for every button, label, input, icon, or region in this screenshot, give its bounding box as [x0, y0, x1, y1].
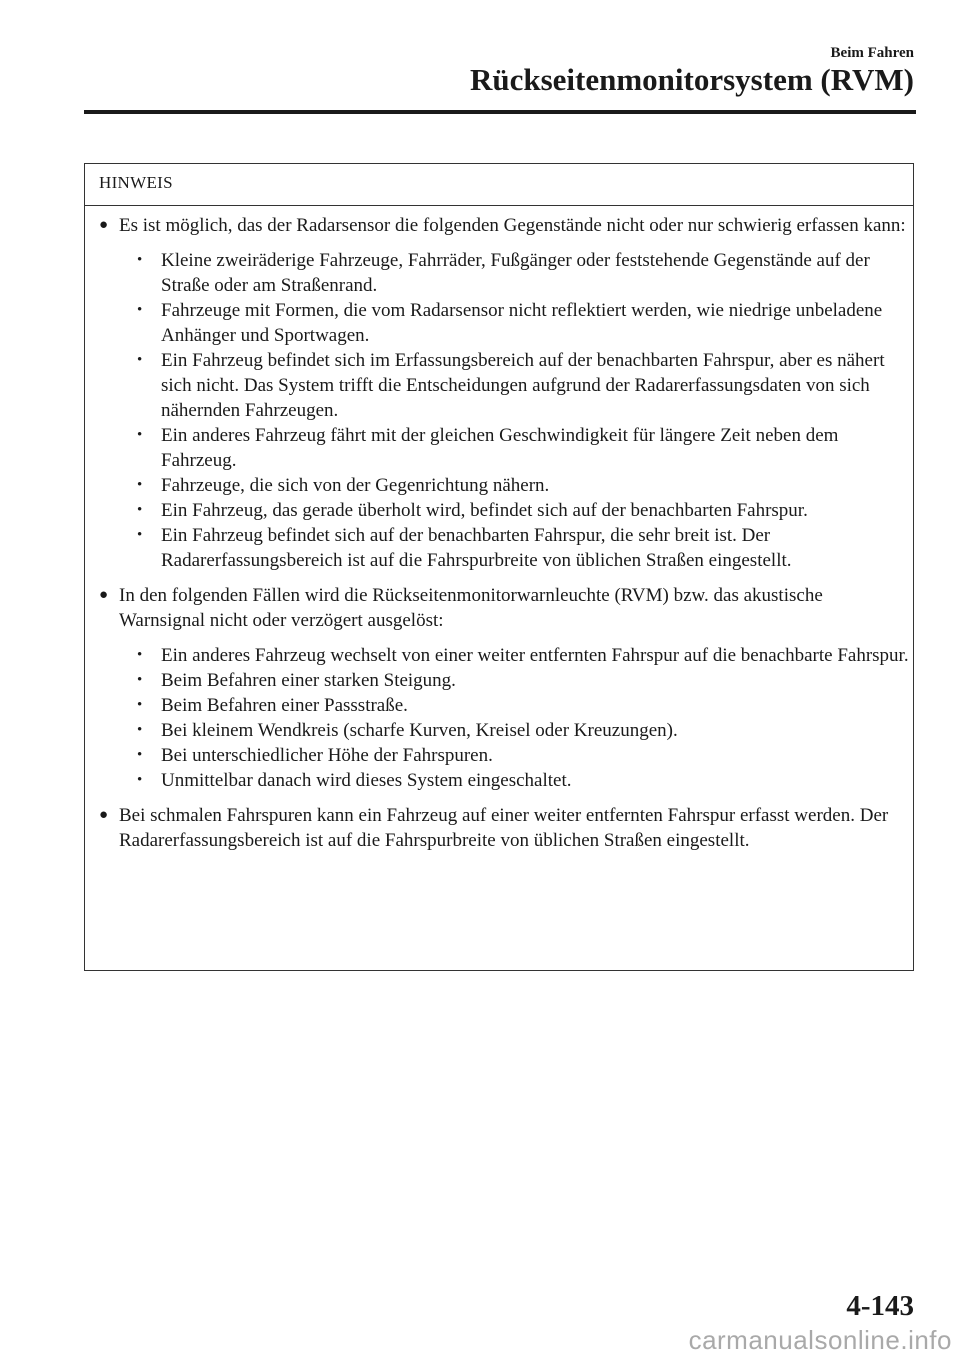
sub-bullet-icon: • [137, 747, 143, 763]
page-title: Rückseitenmonitorsystem (RVM) [469, 62, 914, 97]
sub-item-text: Fahrzeuge mit Formen, die vom Radarsensor nicht reflektiert werden, wie niedrige unbeladene Anhänger und Sportwagen. [161, 300, 883, 346]
note-heading: HINWEIS [85, 164, 913, 206]
sub-bullet-icon: • [137, 427, 143, 443]
sub-item [119, 498, 913, 523]
sub-item [119, 743, 913, 768]
sub-item-text: Ein Fahrzeug befindet sich im Erfassungsbereich auf der benachbarten Fahrspur, aber es nähert sich nicht. Das System trifft die Entscheidungen aufgrund der Radarerfassungsdaten von sich nähernden Fahrzeugen. [161, 350, 885, 421]
sub-item-text: Kleine zweiräderige Fahrzeuge, Fahrräder, Fußgänger oder feststehende Gegenstände auf der Straße oder am Straßenrand. [161, 250, 870, 296]
sub-item-text: Fahrzeuge, die sich von der Gegenrichtung nähern. [161, 475, 550, 496]
sub-item-text: Unmittelbar danach wird dieses System eingeschaltet. [161, 770, 572, 791]
sub-item [119, 523, 913, 573]
sub-item [119, 298, 913, 348]
sub-bullet-icon: • [137, 527, 143, 543]
sub-item [119, 473, 913, 498]
sub-item-text: Beim Befahren einer Passstraße. [161, 695, 408, 716]
sub-item-text: Ein anderes Fahrzeug fährt mit der gleichen Geschwindigkeit für längere Zeit neben dem Fahrzeug. [161, 425, 839, 471]
note-bullet [99, 213, 913, 573]
bullet-dot-icon: ● [99, 217, 109, 233]
bullet-text: Es ist möglich, das der Radarsensor die folgenden Gegenstände nicht oder nur schwierig erfassen kann: [119, 215, 906, 236]
bullet-dot-icon: ● [99, 587, 109, 603]
sub-bullet-icon: • [137, 647, 143, 663]
sub-item [119, 643, 913, 668]
sub-bullet-icon: • [137, 722, 143, 738]
sub-item [119, 718, 913, 743]
sub-item-text: Ein Fahrzeug befindet sich auf der benachbarten Fahrspur, die sehr breit ist. Der Radarerfassungsbereich ist auf die Fahrspurbreite von üblichen Straßen eingestellt. [161, 525, 792, 571]
note-box [84, 163, 914, 971]
sub-bullet-icon: • [137, 477, 143, 493]
header-rule [84, 110, 916, 114]
note-bullet [99, 803, 913, 853]
sub-item-text: Ein Fahrzeug, das gerade überholt wird, befindet sich auf der benachbarten Fahrspur. [161, 500, 808, 521]
bullet-dot-icon: ● [99, 807, 109, 823]
sub-item-text: Bei unterschiedlicher Höhe der Fahrspuren. [161, 745, 493, 766]
sub-item [119, 248, 913, 298]
sub-list [119, 248, 913, 573]
sub-item-text: Bei kleinem Wendkreis (scharfe Kurven, Kreisel oder Kreuzungen). [161, 720, 678, 741]
sub-bullet-icon: • [137, 772, 143, 788]
section-label: Beim Fahren [830, 45, 914, 61]
site-watermark: carmanualsonline.info [688, 1325, 952, 1355]
bullet-text: In den folgenden Fällen wird die Rückseitenmonitorwarnleuchte (RVM) bzw. das akustische Warnsignal nicht oder verzögert ausgelöst: [119, 585, 823, 631]
page-number: 4-143 [846, 1290, 914, 1322]
sub-item [119, 693, 913, 718]
sub-item-text: Ein anderes Fahrzeug wechselt von einer weiter entfernten Fahrspur auf die benachbarte Fahrspur. [161, 645, 909, 666]
sub-bullet-icon: • [137, 502, 143, 518]
sub-item [119, 668, 913, 693]
sub-item [119, 768, 913, 793]
note-bullet [99, 583, 913, 793]
sub-item [119, 348, 913, 423]
sub-bullet-icon: • [137, 697, 143, 713]
sub-list [119, 643, 913, 793]
sub-bullet-icon: • [137, 352, 143, 368]
sub-bullet-icon: • [137, 302, 143, 318]
page-header [470, 44, 914, 98]
sub-item [119, 423, 913, 473]
sub-bullet-icon: • [137, 672, 143, 688]
note-body [85, 206, 913, 853]
sub-bullet-icon: • [137, 252, 143, 268]
bullet-text: Bei schmalen Fahrspuren kann ein Fahrzeug auf einer weiter entfernten Fahrspur erfasst werden. Der Radarerfassungsbereich ist auf die Fahrspurbreite von üblichen Straßen eingestellt. [119, 805, 889, 851]
sub-item-text: Beim Befahren einer starken Steigung. [161, 670, 456, 691]
